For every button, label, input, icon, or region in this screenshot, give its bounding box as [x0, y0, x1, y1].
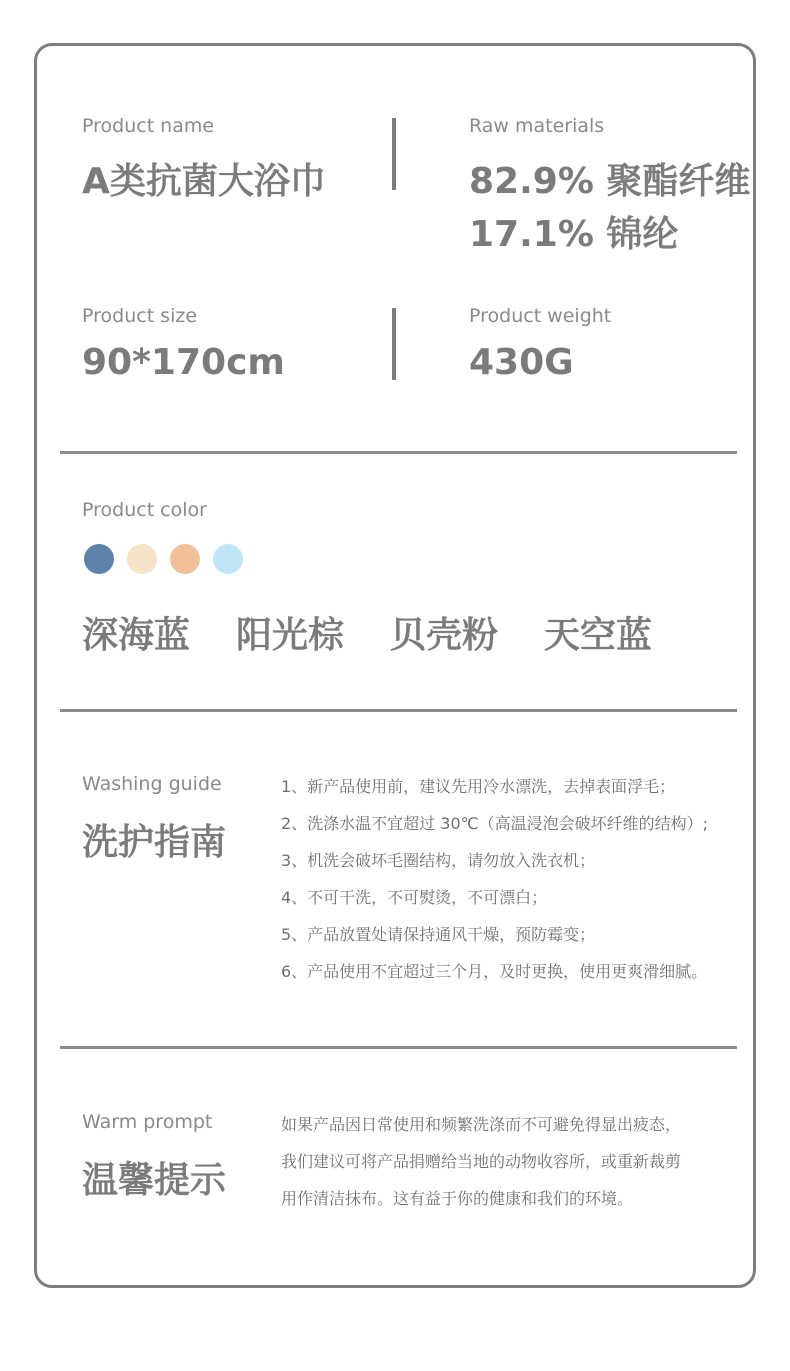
product-weight-label: Product weight	[469, 305, 612, 327]
color-swatch-shell-pink	[170, 544, 200, 574]
warm-prompt-line: 用作清洁抹布。这有益于你的健康和我们的环境。	[281, 1189, 634, 1208]
washing-guide-label: Washing guide	[82, 773, 222, 795]
product-name-value: A类抗菌大浴巾	[82, 161, 326, 202]
product-color-label: Product color	[82, 499, 207, 521]
color-name: 天空蓝	[544, 615, 653, 656]
color-swatch-sunshine-brown	[127, 544, 157, 574]
section-divider	[60, 709, 737, 712]
divider-bar	[392, 308, 396, 380]
washing-item: 2、洗涤水温不宜超过 30℃（高温浸泡会破坏纤维的结构）;	[281, 814, 708, 833]
washing-item: 6、产品使用不宜超过三个月，及时更换，使用更爽滑细腻。	[281, 962, 708, 981]
product-size-label: Product size	[82, 305, 198, 327]
washing-item: 1、新产品使用前，建议先用冷水漂洗，去掉表面浮毛；	[281, 777, 676, 796]
divider-bar	[392, 118, 396, 190]
color-swatch-sky-blue	[213, 544, 243, 574]
color-name: 阳光棕	[236, 615, 345, 656]
raw-materials-line-1: 82.9% 聚酯纤维	[469, 161, 751, 202]
washing-item: 4、不可干洗，不可熨烫，不可漂白；	[281, 888, 548, 907]
raw-materials-label: Raw materials	[469, 115, 605, 137]
product-weight-value: 430G	[469, 342, 574, 383]
section-divider	[60, 451, 737, 454]
raw-materials-line-2: 17.1% 锦纶	[469, 214, 679, 255]
product-name-label: Product name	[82, 115, 215, 137]
color-name: 贝壳粉	[390, 615, 499, 656]
washing-item: 5、产品放置处请保持通风干燥，预防霉变；	[281, 925, 596, 944]
warm-prompt-line: 如果产品因日常使用和频繁洗涤而不可避免得显出疲态，	[281, 1115, 682, 1134]
warm-prompt-line: 我们建议可将产品捐赠给当地的动物收容所，或重新裁剪	[281, 1152, 682, 1171]
section-divider	[60, 1046, 737, 1049]
color-name: 深海蓝	[82, 615, 191, 656]
color-swatch-deep-sea-blue	[84, 544, 114, 574]
warm-prompt-label: Warm prompt	[82, 1111, 213, 1133]
washing-guide-title: 洗护指南	[82, 822, 227, 863]
product-size-value: 90*170cm	[82, 342, 285, 383]
warm-prompt-title: 温馨提示	[82, 1160, 227, 1201]
washing-item: 3、机洗会破坏毛圈结构，请勿放入洗衣机；	[281, 851, 596, 870]
